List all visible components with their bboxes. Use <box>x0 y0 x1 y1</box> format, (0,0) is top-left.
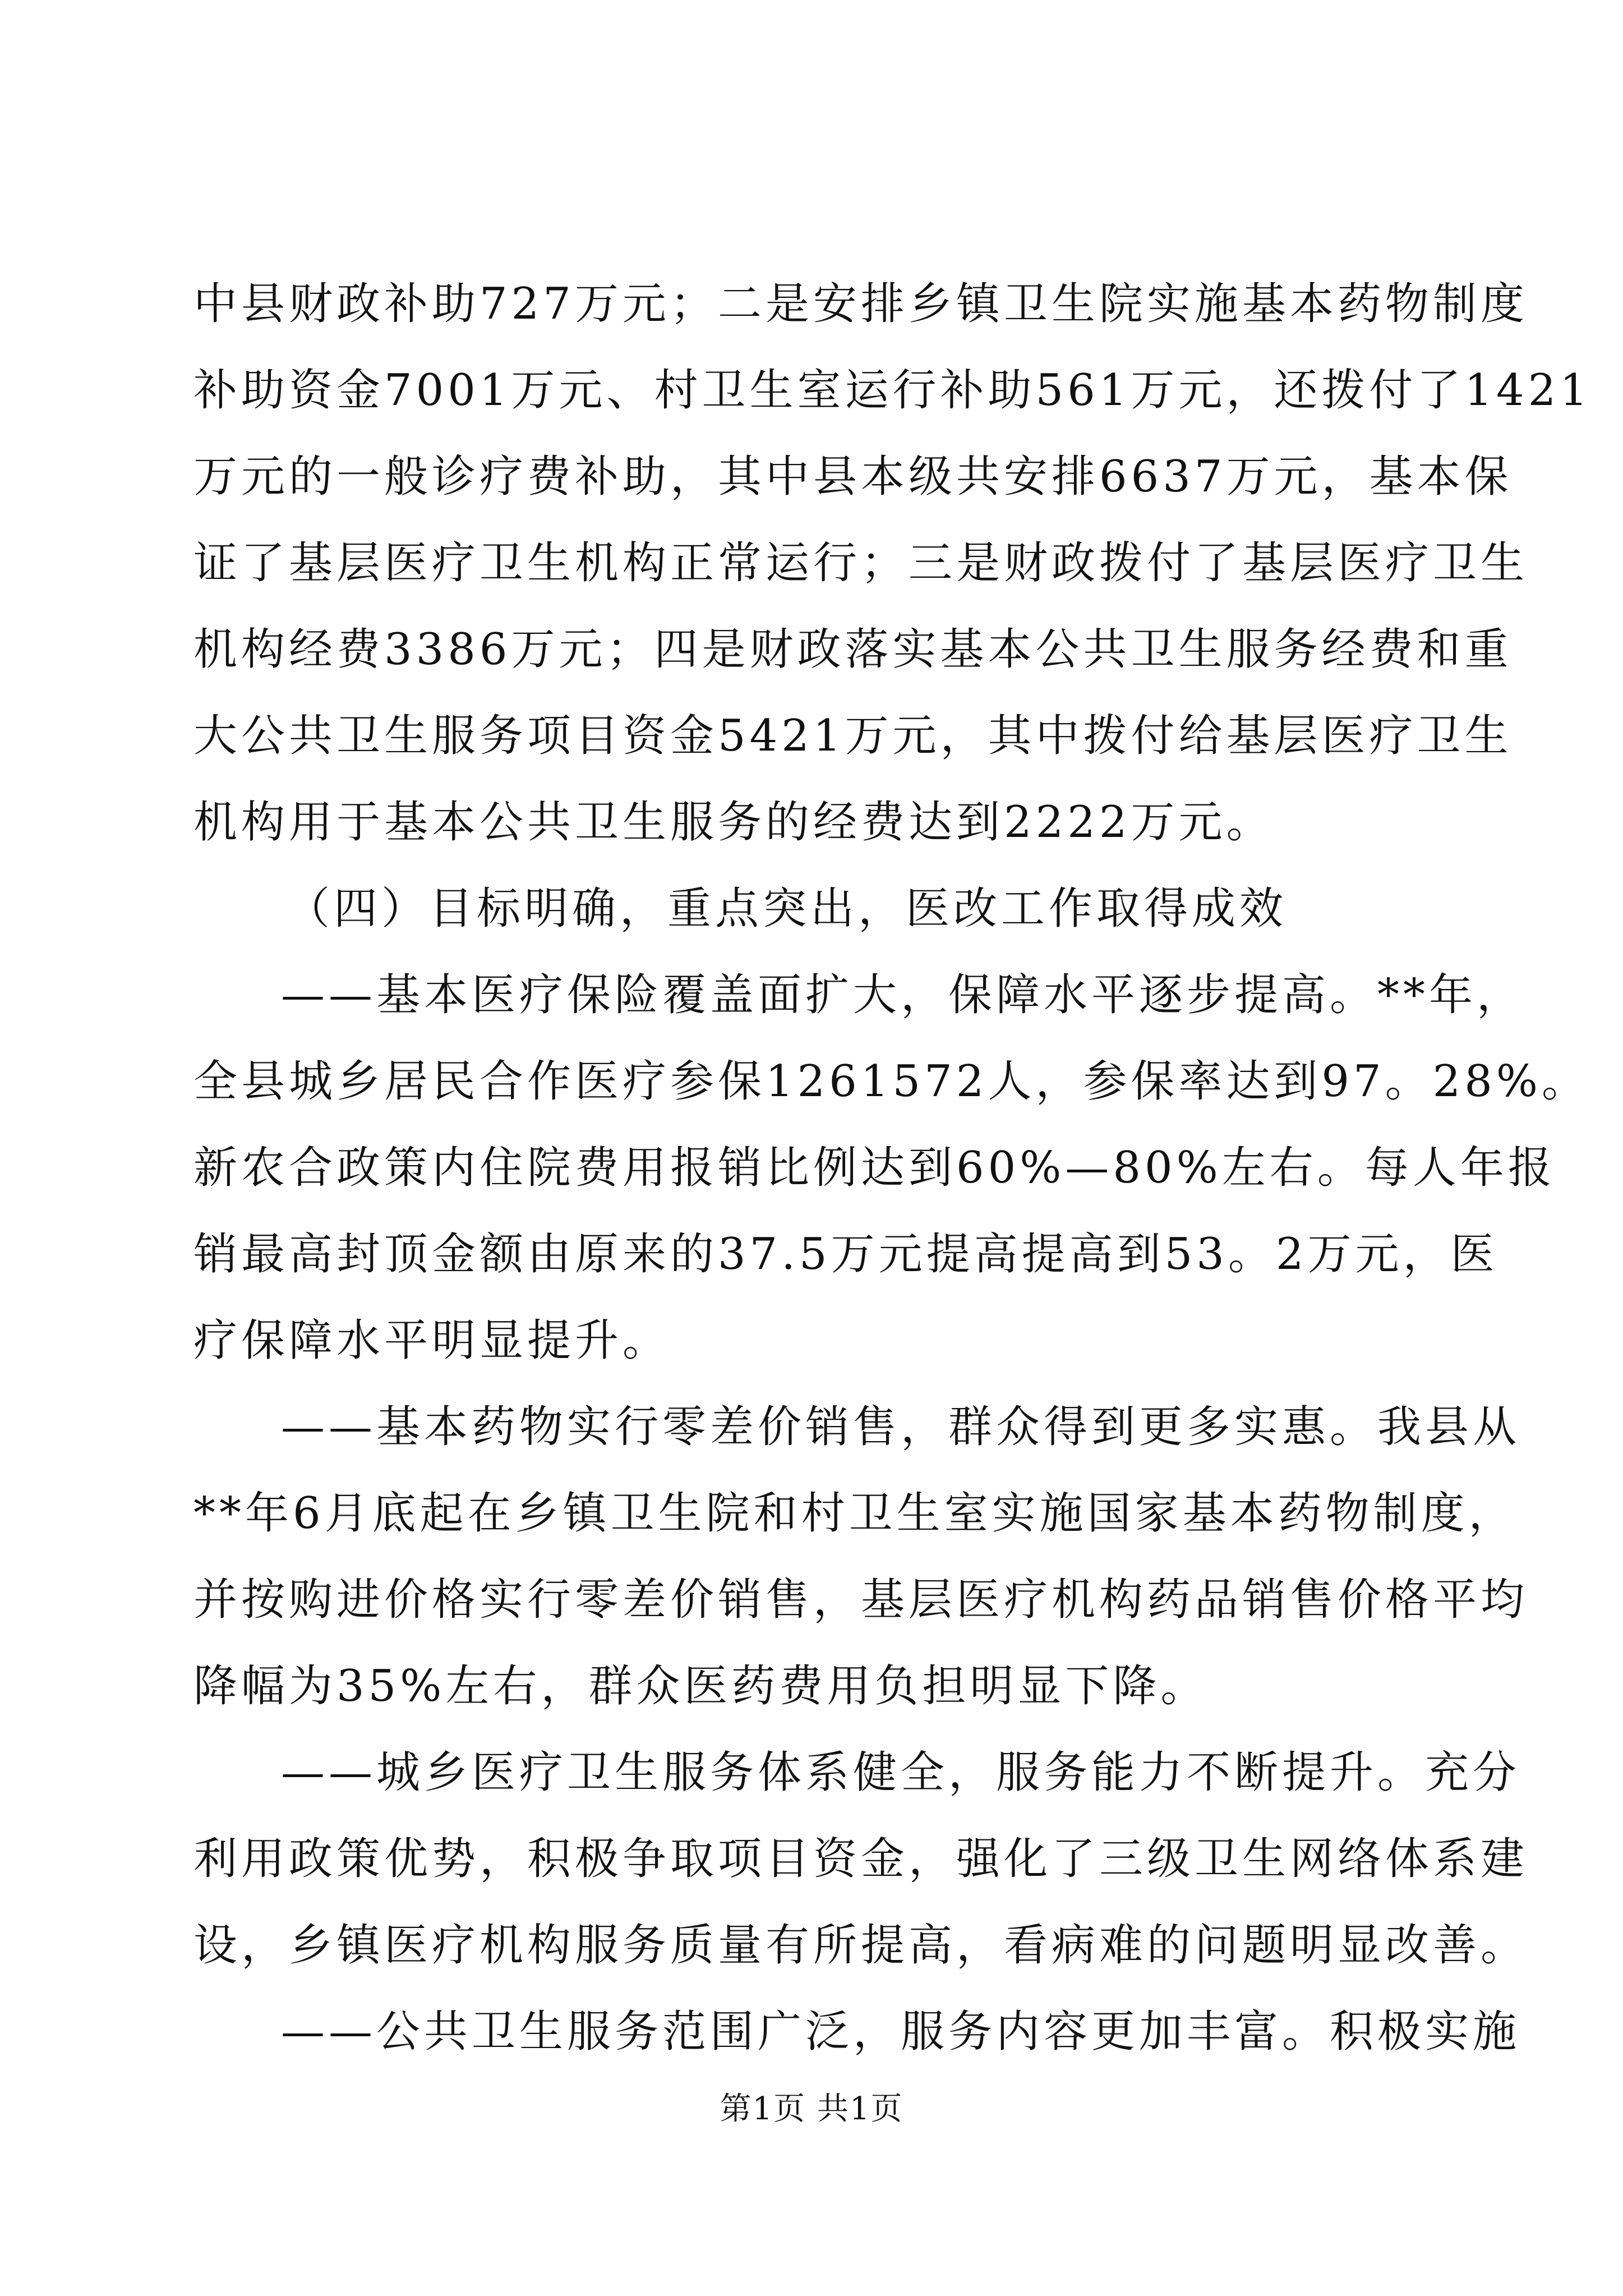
text-line: 设，乡镇医疗机构服务质量有所提高，看病难的问题明显改善。 <box>193 1920 1529 1971</box>
text-line: 机构经费3386万元；四是财政落实基本公共卫生服务经费和重 <box>193 624 1513 675</box>
text-line: 证了基层医疗卫生机构正常运行；三是财政拨付了基层医疗卫生 <box>193 538 1529 588</box>
text-line: 利用政策优势，积极争取项目资金，强化了三级卫生网络体系建 <box>193 1834 1529 1884</box>
text-line: 大公共卫生服务项目资金5421万元，其中拨付给基层医疗卫生 <box>193 711 1513 761</box>
text-line: 新农合政策内住院费用报销比例达到60%—80%左右。每人年报 <box>193 1143 1556 1193</box>
text-line: ——城乡医疗卫生服务体系健全，服务能力不断提升。充分 <box>281 1747 1521 1798</box>
text-line: ——基本医疗保险覆盖面扩大，保障水平逐步提高。**年， <box>281 970 1525 1020</box>
text-line: 万元的一般诊疗费补助，其中县本级共安排6637万元，基本保 <box>193 452 1513 502</box>
section-heading: （四）目标明确，重点突出，医改工作取得成效 <box>286 884 1288 934</box>
text-line: 全县城乡居民合作医疗参保1261572人，参保率达到97。28%。 <box>193 1056 1590 1107</box>
text-line: 中县财政补助727万元；二是安排乡镇卫生院实施基本药物制度 <box>193 279 1528 329</box>
text-line: 机构用于基本公共卫生服务的经费达到2222万元。 <box>193 797 1274 848</box>
text-line: ——公共卫生服务范围广泛，服务内容更加丰富。积极实施 <box>281 2007 1521 2057</box>
text-line: 降幅为35%左右，群众医药费用负担明显下降。 <box>193 1661 1209 1711</box>
text-line: 补助资金7001万元、村卫生室运行补助561万元，还拨付了1421 <box>193 365 1592 416</box>
text-line: 疗保障水平明显提升。 <box>193 1315 671 1366</box>
text-line: 销最高封顶金额由原来的37.5万元提高提高到53。2万元，医 <box>193 1229 1498 1280</box>
document-body <box>193 261 1592 2075</box>
text-line: 并按购进价格实行零差价销售，基层医疗机构药品销售价格平均 <box>193 1575 1529 1625</box>
text-line: **年6月底起在乡镇卫生院和村卫生室实施国家基本药物制度， <box>193 1488 1516 1539</box>
text-line: ——基本药物实行零差价销售，群众得到更多实惠。我县从 <box>281 1402 1521 1452</box>
page-number-footer: 第1页 共1页 <box>720 2091 903 2127</box>
